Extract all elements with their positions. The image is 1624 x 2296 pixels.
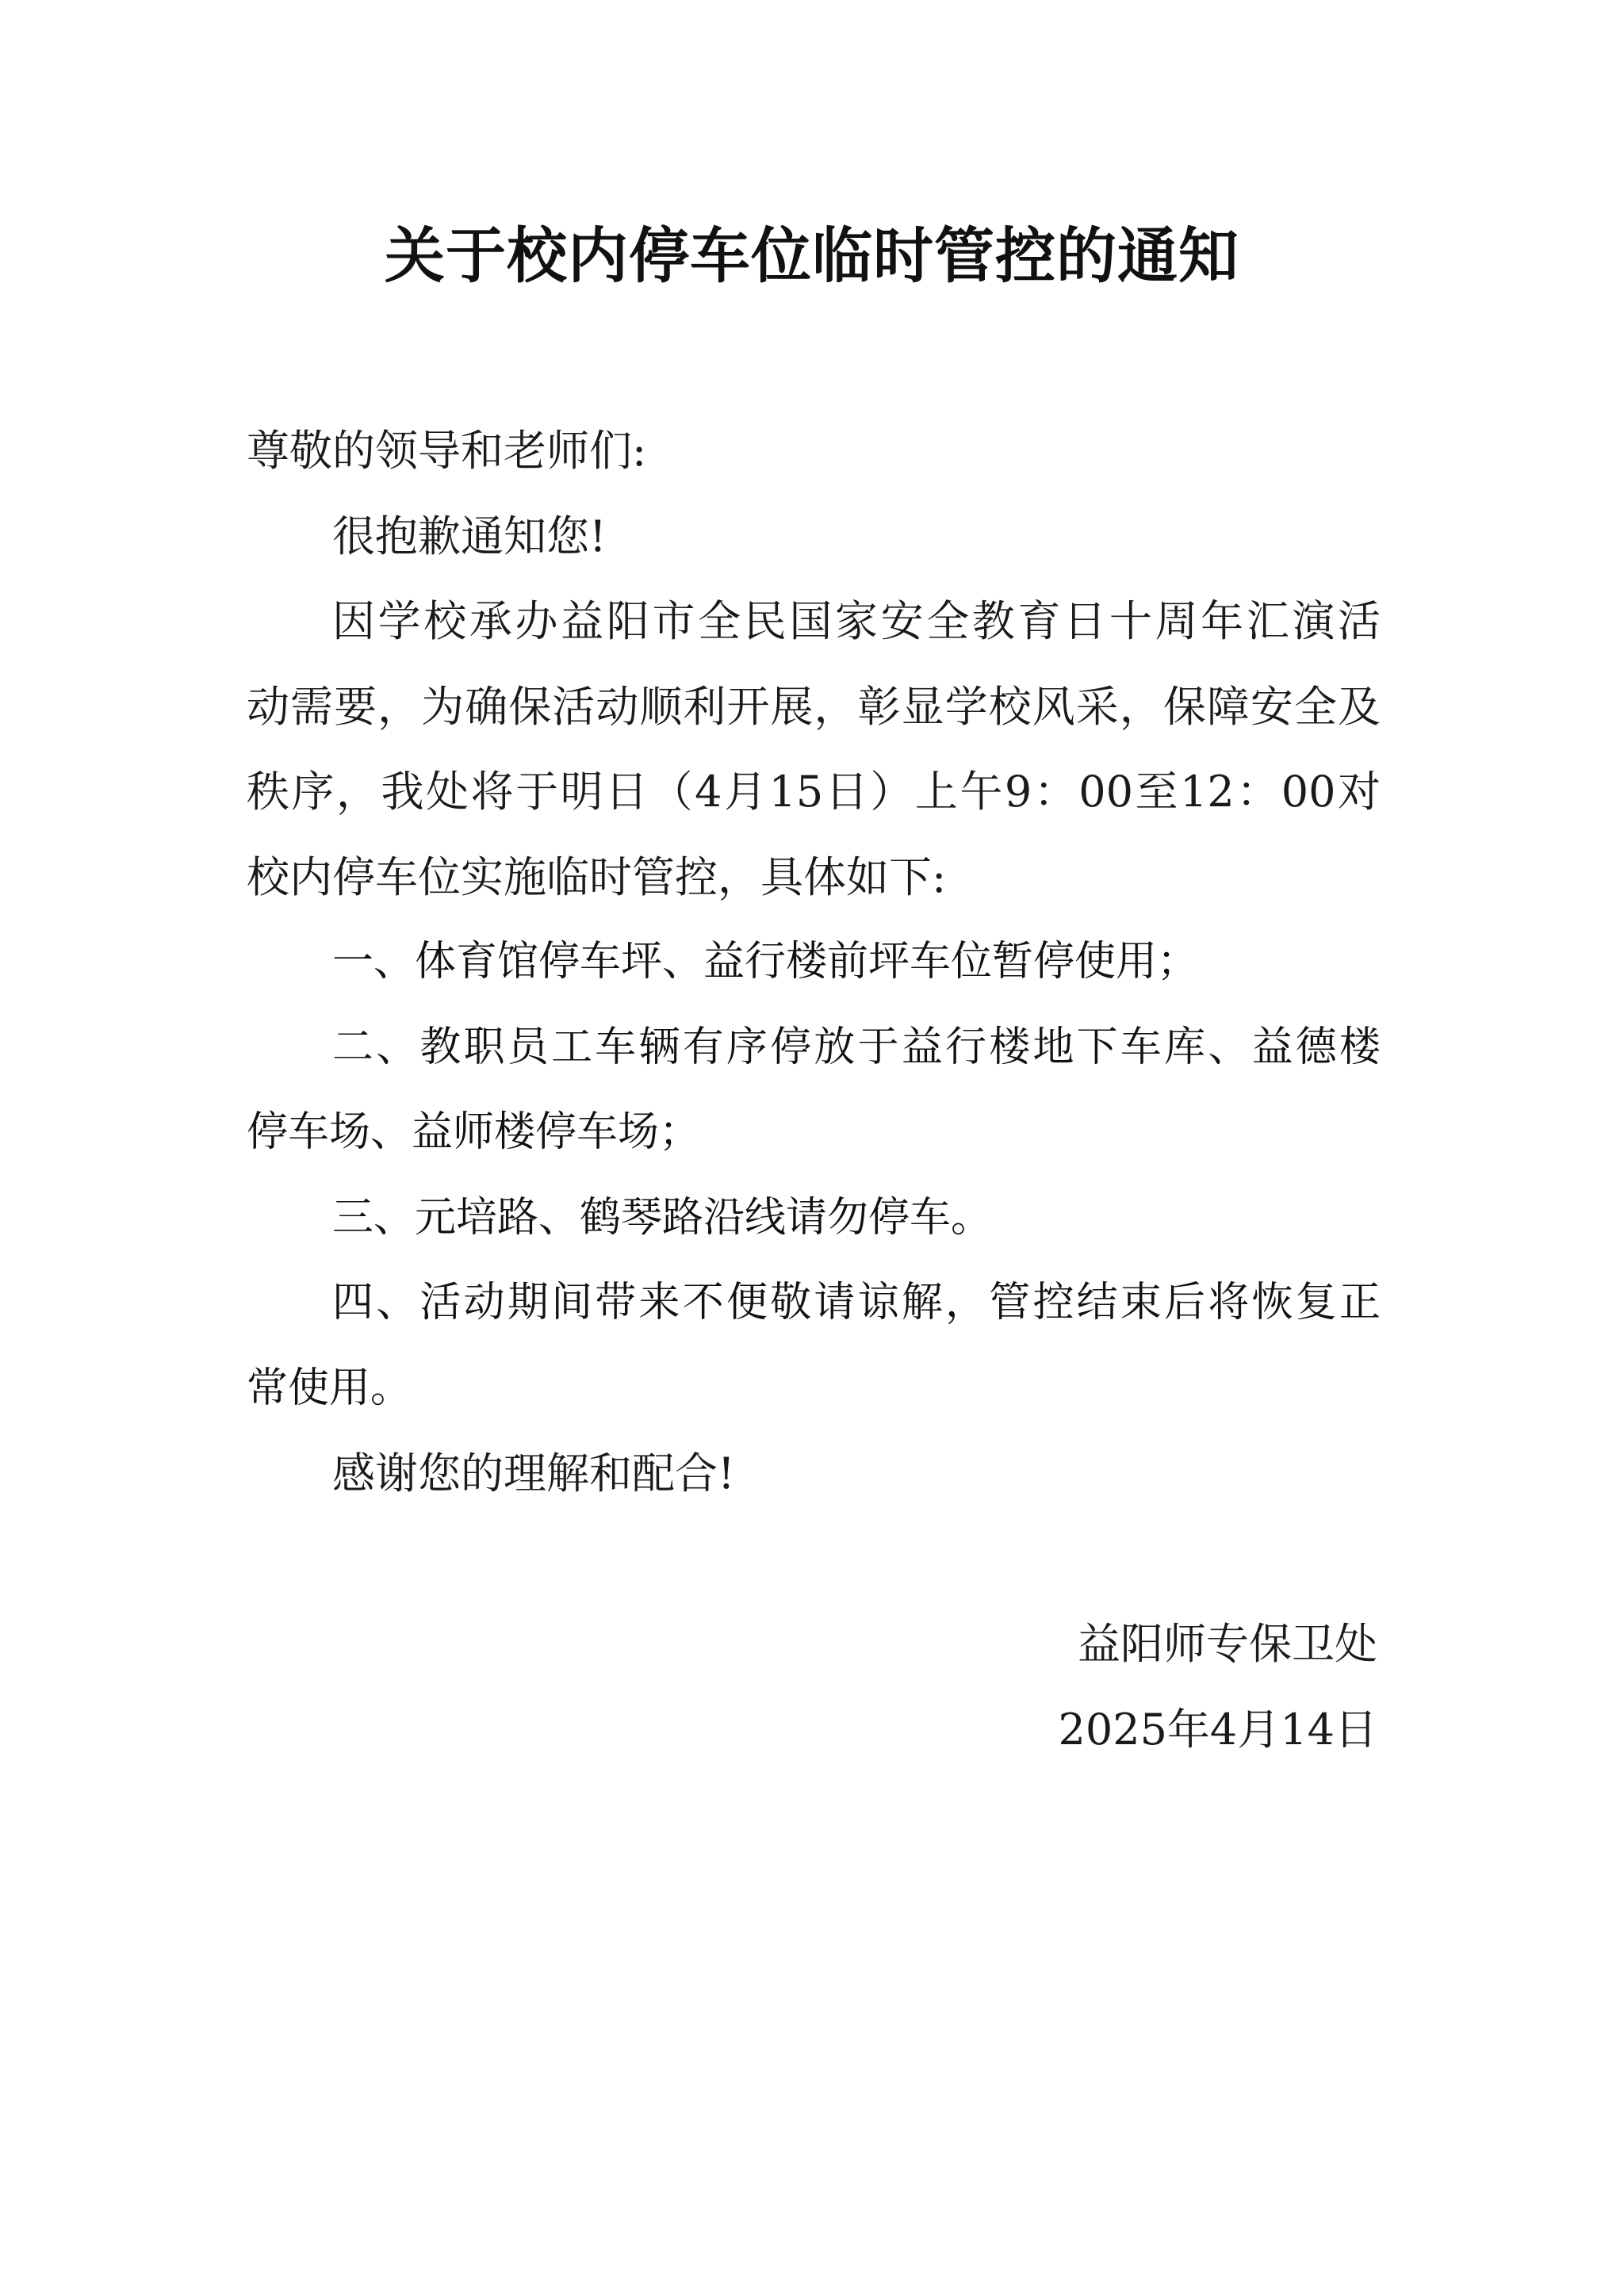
thanks-line: 感谢您的理解和配合! <box>332 1448 735 1498</box>
salutation: 尊敬的领导和老师们: <box>247 426 647 476</box>
item-2-line-1: 二、教职员工车辆有序停放于益行楼地下车库、益德楼 <box>332 1023 1381 1071</box>
item-4-line-2: 常使用。 <box>247 1364 412 1412</box>
reason-line-3: 秩序，我处将于明日（4月15日）上午9：00至12：00对 <box>247 767 1381 817</box>
reason-line-4: 校内停车位实施临时管控，具体如下: <box>247 851 947 902</box>
apology-line: 很抱歉通知您! <box>332 511 607 561</box>
signature: 益阳师专保卫处 <box>1078 1619 1377 1669</box>
date: 2025年4月14日 <box>1058 1704 1377 1755</box>
notice-title: 关于校内停车位临时管控的通知 <box>385 220 1239 291</box>
item-3: 三、元培路、鹤琴路沿线请勿停车。 <box>332 1193 993 1242</box>
reason-line-2: 动需要，为确保活动顺利开展，彰显学校风采，保障安全及 <box>247 681 1381 732</box>
spacer <box>247 1517 1381 1602</box>
item-2-line-2: 停车场、益师楼停车场； <box>247 1108 701 1156</box>
reason-line-1: 因学校承办益阳市全民国家安全教育日十周年汇演活 <box>332 596 1381 646</box>
notice-body <box>247 408 1381 1772</box>
item-1: 一、体育馆停车坪、益行楼前坪车位暂停使用； <box>332 938 1199 985</box>
item-4-line-1: 四、活动期间带来不便敬请谅解，管控结束后将恢复正 <box>332 1279 1381 1326</box>
